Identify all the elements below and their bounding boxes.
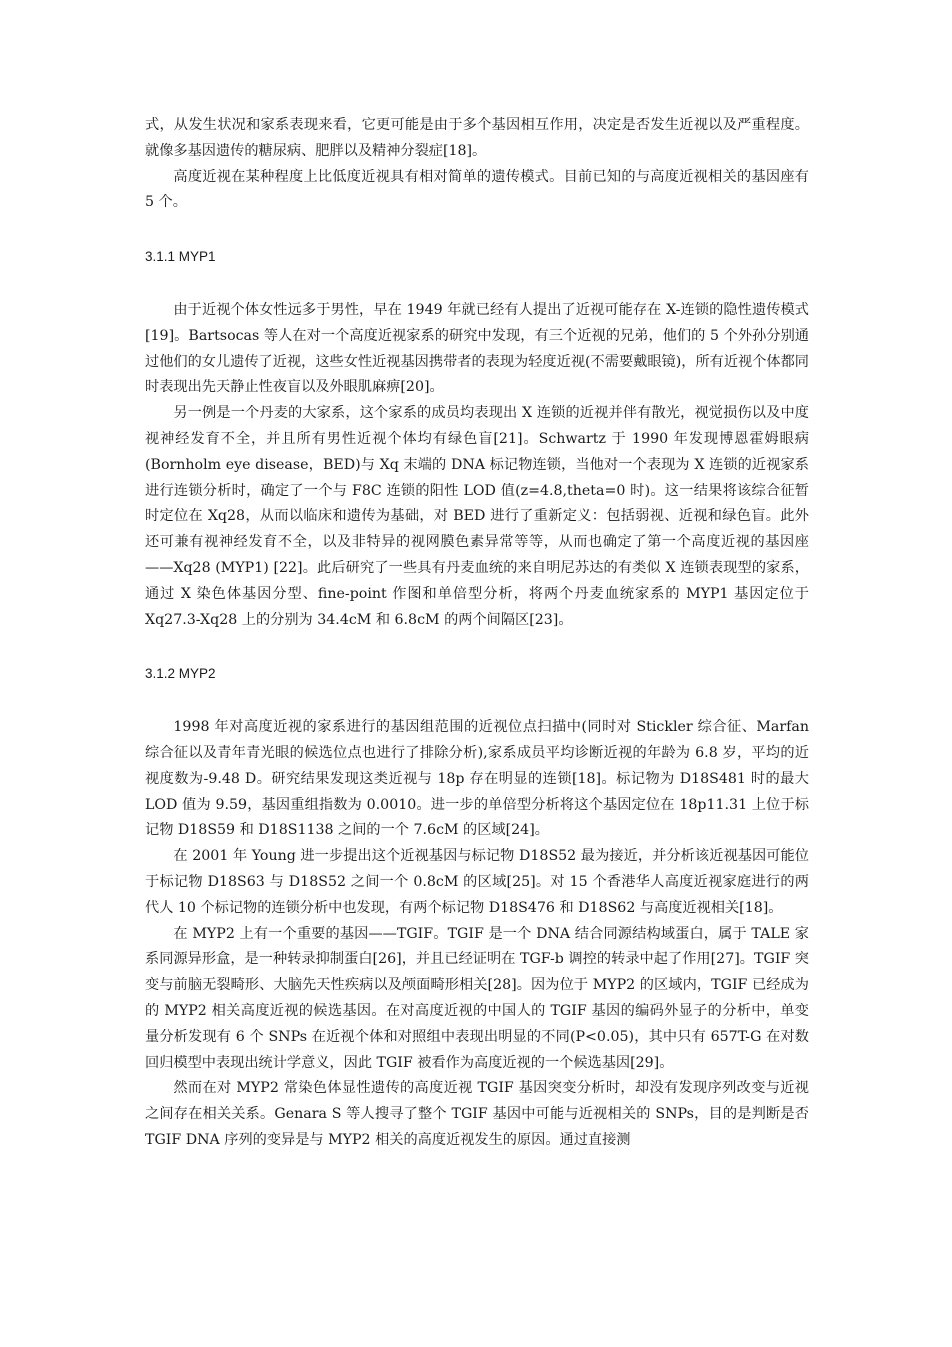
paragraph-high-myopia-intro: 高度近视在某种程度上比低度近视具有相对简单的遗传模式。目前已知的与高度近视相关的基因座有 5 个。 (145, 168, 809, 211)
paragraph-myp2-genome-scan: 1998 年对高度近视的家系进行的基因组范围的近视位点扫描中(同时对 Stickler 综合征、Marfan 综合征以及青年青光眼的候选位点也进行了排除分析),家系成员平均诊断近视的年龄为 6.8 岁，平均的近视度数为-9.48 D。研究结果发现这类近视与 18p 存在明显的连锁[18]。标记物为 D18S481 时的最大 LOD 值为 9.59，基因重组指数为 0.0010。进一步的单倍型分析将这个基因定位在 18p11.31 上位于标记物 D18S59 和 D18S1138 之间的一个 7.6cM 的区域[24]。 (145, 719, 809, 839)
paragraph-continuation: 式，从发生状况和家系表现来看，它更可能是由于多个基因相互作用，决定是否发生近视以及严重程度。就像多基因遗传的糖尿病、肥胖以及精神分裂症[18]。 (145, 117, 809, 159)
section-heading-myp1: 3.1.1 MYP1 (145, 249, 216, 265)
paragraph-myp2-young: 在 2001 年 Young 进一步提出这个近视基因与标记物 D18S52 最为接近，并分析该近视基因可能位于标记物 D18S63 与 D18S52 之间一个 0.8cM 的区域[25]。对 15 个香港华人高度近视家庭进行的两代人 10 个标记物的连锁分析中也发现，有两个标记物 D18S476 和 D18S62 与高度近视相关[18]。 (145, 848, 809, 916)
paragraph-myp2-tgif: 在 MYP2 上有一个重要的基因——TGIF。TGIF 是一个 DNA 结合同源结构域蛋白，属于 TALE 家系同源异形盒，是一种转录抑制蛋白[26]，并且已经证明在 TGF-b 调控的转录中起了作用[27]。TGIF 突变与前脑无裂畸形、大脑先天性疾病以及颅面畸形相关[28]。因为位于 MYP2 的区域内，TGIF 已经成为的 MYP2 相关高度近视的候选基因。在对高度近视的中国人的 TGIF 基因的编码外显子的分析中，单变量分析发现有 6 个 SNPs 在近视个体和对照组中表现出明显的不同(P<0.05)，其中只有 657T-G 在对数回归模型中表现出统计学意义，因此 TGIF 被看作为高度近视的一个候选基因[29]。 (145, 925, 809, 1071)
document-page (145, 113, 809, 1154)
paragraph-myp1-x-linked: 由于近视个体女性远多于男性，早在 1949 年就已经有人提出了近视可能存在 X-连锁的隐性遗传模式[19]。Bartsocas 等人在对一个高度近视家系的研究中发现，有三个近视的兄弟，他们的 5 个外孙分别通过他们的女儿遗传了近视，这些女性近视基因携带者的表现为轻度近视(不需要戴眼镜)，所有近视个体都同时表现出先天静止性夜盲以及外眼肌麻痹[20]。 (145, 301, 809, 396)
section-heading-myp2: 3.1.2 MYP2 (145, 666, 216, 682)
paragraph-myp1-danish-family: 另一例是一个丹麦的大家系，这个家系的成员均表现出 X 连锁的近视并伴有散光，视觉损伤以及中度视神经发育不全，并且所有男性近视个体均有绿色盲[21]。Schwartz 于 1990 年发现博恩霍姆眼病 (Bornholm eye disease，BED)与 Xq 末端的 DNA 标记物连锁，当他对一个表现为 X 连锁的近视家系进行连锁分析时，确定了一个与 F8C 连锁的阳性 LOD 值(z=4.8,theta=0 时)。这一结果将该综合征暂时定位在 Xq28，从而以临床和遗传为基础，对 BED 进行了重新定义：包括弱视、近视和绿色盲。此外还可兼有视神经发育不全，以及非特异的视网膜色素异常等等，从而也确定了第一个高度近视的基因座——Xq28 (MYP1) [22]。此后研究了一些具有丹麦血统的来自明尼苏达的有类似 X 连锁表现型的家系，通过 X 染色体基因分型、fine-point 作图和单倍型分析，将两个丹麦血统家系的 MYP1 基因定位于 Xq27.3-Xq28 上的分别为 34.4cM 和 6.8cM 的两个间隔区[23]。 (145, 405, 809, 628)
paragraph-myp2-tgif-mutation: 然而在对 MYP2 常染色体显性遗传的高度近视 TGIF 基因突变分析时，却没有发现序列改变与近视之间存在相关关系。Genara S 等人搜寻了整个 TGIF 基因中可能与近视相关的 SNPs，目的是判断是否 TGIF DNA 序列的变异是与 MYP2 相关的高度近视发生的原因。通过直接测 (145, 1080, 809, 1148)
